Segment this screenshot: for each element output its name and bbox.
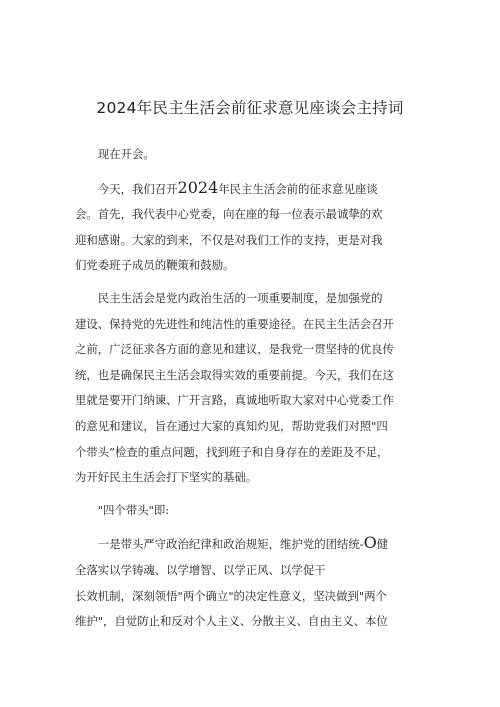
paragraph-first-point [75,530,427,634]
paragraph-line: 为开好民主生活会打下坚实的基础。 [75,470,258,485]
paragraph-four-leads [75,498,427,524]
text-fragment: 年民主生活会前的征求意见座谈 [218,181,378,196]
paragraph-line: 迎和感谢。大家的到来，不仅是对我们工作的支持，更是对我 [75,232,383,247]
paragraph-line: 们党委班子成员的鞭策和鼓励。 [75,258,235,273]
paragraph-line: 之前，广泛征求各方面的意见和建议，是我党一贯坚持的优良传 [75,342,394,357]
paragraph-line: 全落实以学铸魂、以学增智、以学正风、以学促干 [75,562,326,577]
paragraph-welcome [75,175,427,279]
paragraph-purpose [75,286,427,491]
text-fragment: 今天，我们召开 [97,181,178,196]
paragraph-line: 个带头”检查的重点问题，找到班子和自身存在的差距及不足， [75,444,389,459]
document-body [75,142,427,642]
paragraph-line: 统，也是确保民主生活会取得实效的重要前提。今天，我们在这 [75,367,394,382]
paragraph-line: 现在开会。 [97,147,155,161]
paragraph-line: 会。首先，我代表中心党委，向在座的每一位表示最诚挚的欢 [75,207,383,222]
paragraph-line: 里就是要开门纳谏、广开言路，真诚地听取大家对中心党委工作 [75,393,394,408]
text-fragment: O [363,533,377,553]
paragraph-line: 维护"，自觉防止和反对个人主义、分散主义、自由主义、本位 [75,614,388,629]
document-title: 2024年民主生活会前征求意见座谈会主持词 [96,99,404,117]
paragraph-line: 的意见和建议，旨在通过大家的真知灼见，帮助党我们对照"四 [75,418,388,433]
paragraph-line: "四个带头"即: [97,502,170,517]
paragraph-line [75,530,427,558]
paragraph-opening [75,142,427,168]
paragraph-line: 建设、保持党的先进性和纯洁性的重要途径。在民主生活会召开 [75,316,394,331]
text-fragment: 一是带头严守政治纪律和政治规矩，维护党的团结统- [97,537,364,552]
paragraph-line: 长效机制，深刻领悟"两个确立"的决定性意义，坚决做到"两个 [75,588,387,603]
paragraph-line [75,175,427,203]
paragraph-line: 民主生活会是党内政治生活的一项重要制度，是加强党的 [97,290,383,305]
year-number: 2024 [177,177,219,197]
text-fragment: 健 [376,537,389,552]
